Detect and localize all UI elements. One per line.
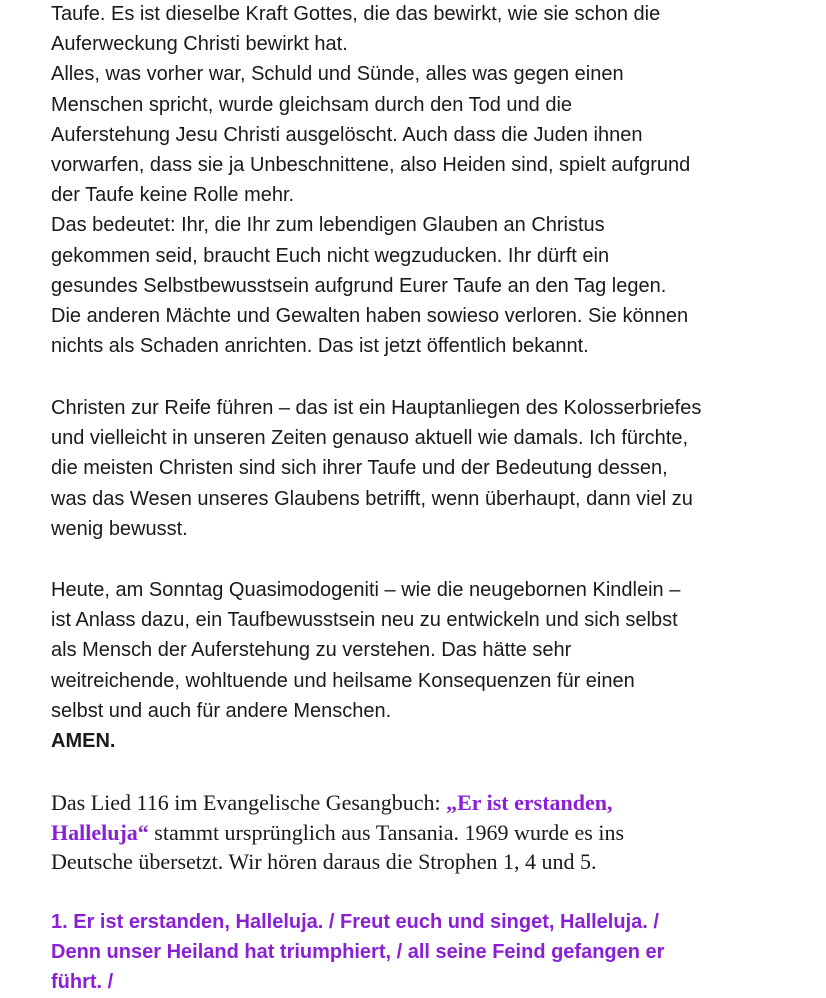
song-intro-prefix: Das Lied 116 im Evangelische Gesangbuch: bbox=[51, 790, 447, 815]
song-intro bbox=[51, 788, 624, 877]
text-line bbox=[51, 788, 624, 818]
text-line: und vielleicht in unseren Zeiten genauso aktuell wie damals. Ich fürchte, bbox=[51, 427, 689, 450]
text-line: wenig bewusst. bbox=[51, 517, 188, 540]
text-line: Auferstehung Jesu Christi ausgelöscht. Auch dass die Juden ihnen bbox=[51, 123, 643, 146]
text-line: Menschen spricht, wurde gleichsam durch den Tod und die bbox=[51, 93, 573, 116]
paragraph-taufe-kraft bbox=[51, 0, 690, 361]
song-intro-rest: stammt ursprünglich aus Tansania. 1969 wurde es ins bbox=[148, 819, 625, 845]
verse-line: führt. / bbox=[51, 971, 114, 994]
text-line: Alles, was vorher war, Schuld und Sünde, alles was gegen einen bbox=[51, 63, 624, 86]
text-line bbox=[51, 818, 624, 848]
amen-text: AMEN. bbox=[51, 730, 116, 753]
text-line: vorwarfen, dass sie ja Unbeschnittene, also Heiden sind, spielt aufgrund bbox=[51, 154, 691, 177]
paragraph-quasimodogeniti bbox=[51, 575, 680, 756]
verse-line: Denn unser Heiland hat triumphiert, / all seine Feind gefangen er bbox=[51, 941, 665, 964]
text-line: Die anderen Mächte und Gewalten haben sowieso verloren. Sie können bbox=[51, 305, 689, 328]
text-line: selbst und auch für andere Menschen. bbox=[51, 699, 392, 722]
text-line: was das Wesen unseres Glaubens betrifft, wenn überhaupt, dann viel zu bbox=[51, 487, 693, 510]
text-line: Christen zur Reife führen – das ist ein Hauptanliegen des Kolosserbriefes bbox=[51, 397, 702, 419]
verse-line: 1. Er ist erstanden, Halleluja. / Freut euch und singet, Halleluja. / bbox=[51, 911, 659, 933]
text-line: Deutsche übersetzt. Wir hören daraus die Strophen 1, 4 und 5. bbox=[51, 849, 597, 874]
song-title-part1: „Er ist erstanden, bbox=[446, 790, 613, 815]
text-line: gesundes Selbstbewusstsein aufgrund Eurer Taufe an den Tag legen. bbox=[51, 274, 667, 297]
text-line: als Mensch der Auferstehung zu verstehen. Das hätte sehr bbox=[51, 639, 572, 662]
song-title-part2: Halleluja“ bbox=[51, 819, 149, 845]
text-line: Taufe. Es ist dieselbe Kraft Gottes, die das bewirkt, wie sie schon die bbox=[51, 3, 661, 25]
text-line: die meisten Christen sind sich ihrer Taufe und der Bedeutung dessen, bbox=[51, 457, 668, 480]
text-line: weitreichende, wohltuende und heilsame Konsequenzen für einen bbox=[51, 669, 635, 692]
text-line: Heute, am Sonntag Quasimodogeniti – wie die neugebornen Kindlein – bbox=[51, 579, 681, 601]
song-verse-1 bbox=[51, 907, 664, 998]
text-line: Das bedeutet: Ihr, die Ihr zum lebendigen Glauben an Christus bbox=[51, 214, 605, 237]
text-line: gekommen seid, braucht Euch nicht wegzuducken. Ihr dürft ein bbox=[51, 244, 610, 267]
text-line: nichts als Schaden anrichten. Das ist jetzt öffentlich bekannt. bbox=[51, 335, 589, 358]
paragraph-reife bbox=[51, 393, 701, 544]
text-line: der Taufe keine Rolle mehr. bbox=[51, 184, 295, 207]
text-line: ist Anlass dazu, ein Taufbewusstsein neu zu entwickeln und sich selbst bbox=[51, 609, 678, 632]
text-line: Auferweckung Christi bewirkt hat. bbox=[51, 33, 348, 56]
